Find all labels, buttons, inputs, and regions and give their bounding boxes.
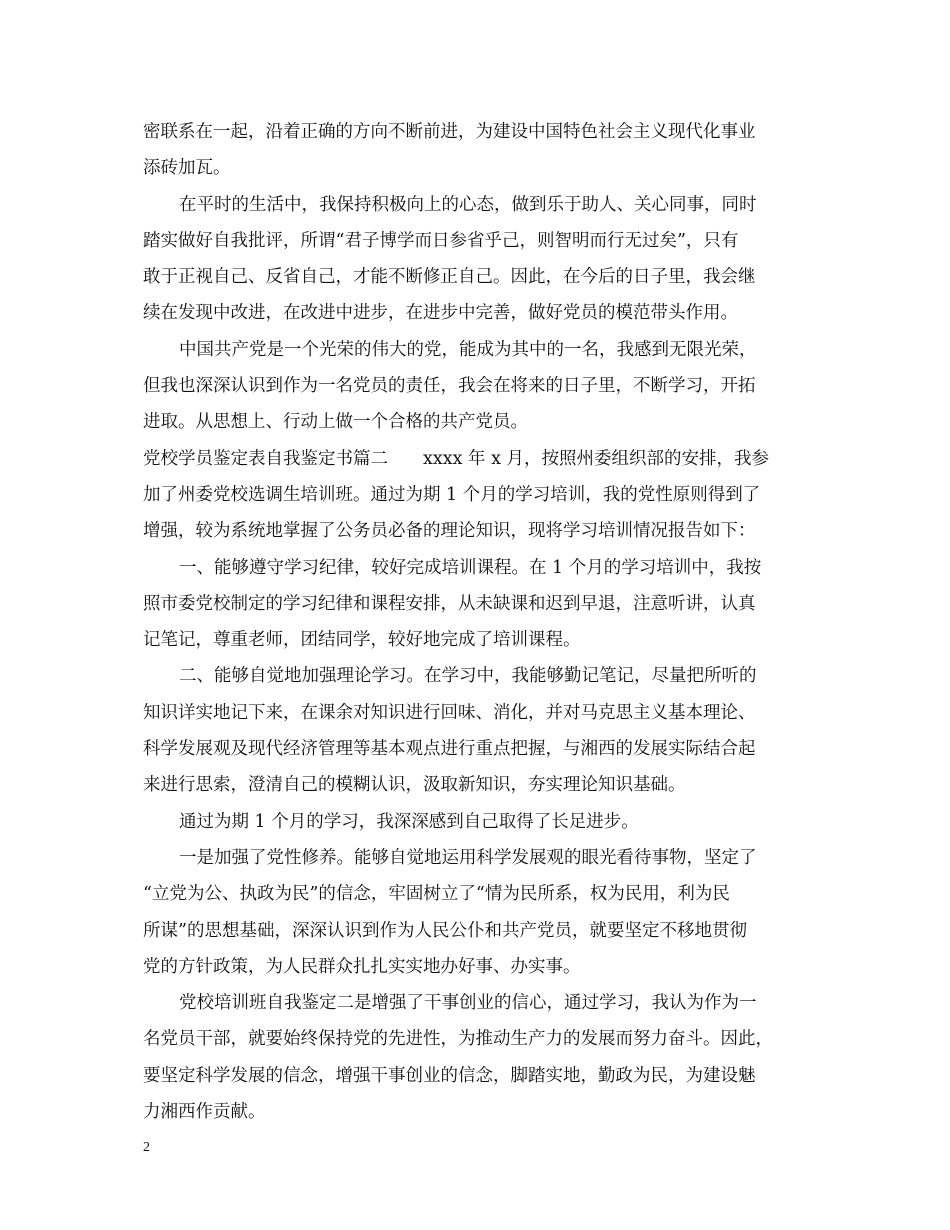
paragraph-start-line: 二、能够自觉地加强理论学习。在学习中，我能够勤记笔记，尽量把所听的 — [179, 666, 757, 687]
text-line: 增强，较为系统地掌握了公务员必备的理论知识，现将学习培训情况报告如下： — [143, 521, 756, 542]
text-line: 加了州委党校选调生培训班。通过为期 1 个月的学习培训，我的党性原则得到了 — [143, 484, 761, 505]
section-heading-line: 党校学员鉴定表自我鉴定书篇二 xxxx 年 x 月，按照州委组织部的安排，我参 — [143, 448, 770, 469]
paragraph-start-line: 一、能够遵守学习纪律，较好完成培训课程。在 1 个月的学习培训中，我按 — [179, 557, 762, 578]
text-line: 党的方针政策，为人民群众扎扎实实地办好事、办实事。 — [143, 956, 581, 977]
text-line: 记笔记，尊重老师，团结同学，较好地完成了培训课程。 — [143, 630, 581, 651]
text-line: 名党员干部，就要始终保持党的先进性，为推动生产力的发展而努力奋斗。因此， — [143, 1029, 773, 1050]
text-line: 敢于正视自己、反省自己，才能不断修正自己。因此，在今后的日子里，我会继 — [143, 267, 756, 288]
text-line: 续在发现中改进，在改进中进步，在进步中完善，做好党员的模范带头作用。 — [143, 303, 738, 324]
text-line: 进取。从思想上、行动上做一个合格的共产党员。 — [143, 412, 528, 433]
paragraph-start-line: 在平时的生活中，我保持积极向上的心态，做到乐于助人、关心同事，同时 — [179, 194, 757, 215]
page-number: 2 — [143, 1140, 150, 1155]
paragraph-start-line: 通过为期 1 个月的学习，我深深感到自己取得了长足进步。 — [179, 811, 639, 832]
text-line: 密联系在一起，沿着正确的方向不断前进，为建设中国特色社会主义现代化事业 — [143, 122, 756, 142]
text-line: 添砖加瓦。 — [143, 158, 231, 179]
text-line: 但我也深深认识到作为一名党员的责任，我会在将来的日子里，不断学习，开拓 — [143, 376, 756, 397]
text-line: 踏实做好自我批评，所谓“君子博学而日参省乎己，则智明而行无过矣”，只有 — [143, 230, 739, 251]
paragraph-start-line: 中国共产党是一个光荣的伟大的党，能成为其中的一名，我感到无限光荣， — [179, 339, 757, 360]
text-line: 知识详实地记下来，在课余对知识进行回味、消化，并对马克思主义基本理论、 — [143, 702, 756, 723]
text-line: 照市委党校制定的学习纪律和课程安排，从未缺课和迟到早退，注意听讲，认真 — [143, 593, 756, 614]
text-line: 来进行思索，澄清自己的模糊认识，汲取新知识，夯实理论知识基础。 — [143, 775, 686, 796]
text-line: 力湘西作贡献。 — [143, 1102, 266, 1123]
text-line: 科学发展观及现代经济管理等基本观点进行重点把握，与湘西的发展实际结合起 — [143, 739, 756, 760]
text-line: “立党为公、执政为民”的信念，牢固树立了“情为民所系，权为民用，利为民 — [143, 884, 730, 905]
paragraph-start-line: 一是加强了党性修养。能够自觉地运用科学发展观的眼光看待事物，坚定了 — [179, 847, 757, 868]
text-line: 要坚定科学发展的信念，增强干事创业的信念，脚踏实地，勤政为民，为建设魅 — [143, 1065, 756, 1086]
paragraph-start-line: 党校培训班自我鉴定二是增强了干事创业的信心，通过学习，我认为作为一 — [179, 993, 757, 1014]
text-line: 所谋”的思想基础，深深认识到作为人民公仆和共产党员，就要坚定不移地贯彻 — [143, 920, 747, 941]
document-body — [143, 114, 811, 1130]
